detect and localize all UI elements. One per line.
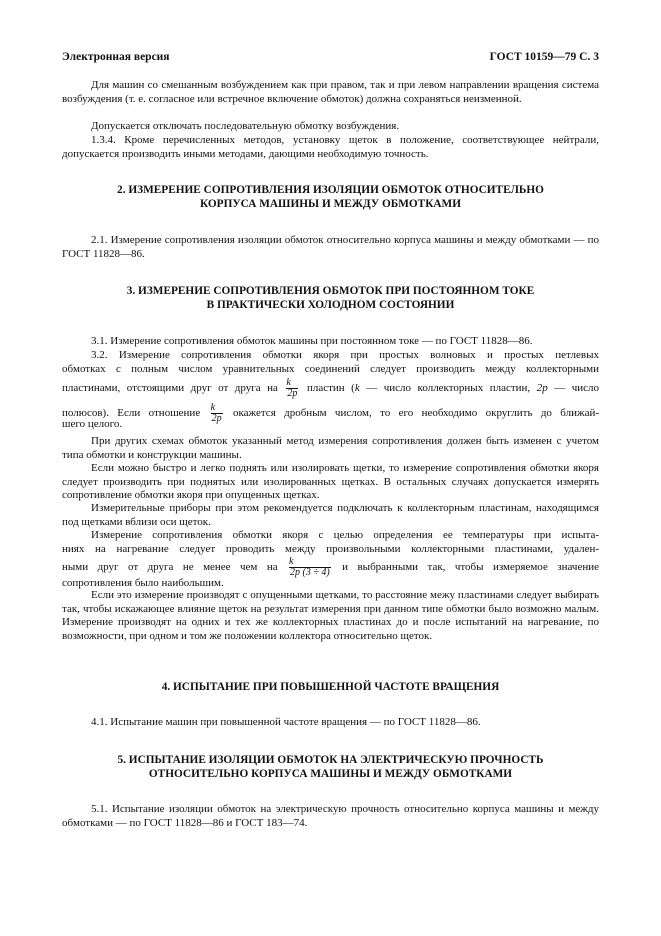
- paragraph-5-1: 5.1. Испытание изоляции обмоток на электрическую прочность относительно корпуса машины и между обмотками — по ГОСТ 11828—86 и ГОСТ 183—74.: [62, 803, 599, 829]
- section-3-heading-line-2: В ПРАКТИЧЕСКИ ХОЛОДНОМ СОСТОЯНИИ: [206, 299, 455, 311]
- paragraph-instruments-connection: Измерительные приборы при этом рекомендуется подключать к коллекторным пластинам, находящимся под щетками вблизи оси щеток.: [62, 502, 599, 528]
- section-5-heading-line-1: 5. ИСПЫТАНИЕ ИЗОЛЯЦИИ ОБМОТОК НА ЭЛЕКТРИЧЕСКУЮ ПРОЧНОСТЬ: [117, 754, 544, 766]
- paragraph-3-2-line-1: 3.2. Измерение сопротивления обмотки якоря при простых волновых и простых петлевых: [91, 349, 599, 361]
- paragraph-temperature-line-4: сопротивления было наибольшим.: [62, 577, 224, 589]
- paragraph-temperature-line-3-start: ными друг от друга не менее чем на: [62, 561, 278, 574]
- paragraph-3-2-line-3-end: — число: [547, 382, 600, 395]
- fraction-numerator: k: [289, 556, 294, 567]
- fraction-k-over-2p: [286, 378, 298, 399]
- paragraph-3-2-line-2: обмотках с полным числом уравнительных соединений следует производить между коллекторными: [62, 363, 599, 375]
- paragraph-other-winding-schemes: При других схемах обмоток указанный метод измерения сопротивления должен быть изменен с учетом типа обмотки и конструкции машины.: [62, 435, 599, 461]
- variable-2p: 2p: [536, 382, 548, 395]
- paragraph-brushes-lifting: Если можно быстро и легко поднять или изолировать щетки, то измерение сопротивления обмотки якоря следует производить при поднятых или изолированных щетках. В остальных случаях допускается измерять сопротивление обмотки якоря при опущенных щетках.: [62, 462, 599, 502]
- section-5-heading-line-2: ОТНОСИТЕЛЬНО КОРПУСА МАШИНЫ И МЕЖДУ ОБМОТКАМИ: [148, 768, 513, 780]
- section-2-heading: [62, 183, 599, 211]
- paragraph-3-2-line-4-start: полюсов). Если отношение: [62, 407, 201, 420]
- intro-paragraph-mixed-excitation: Для машин со смешанным возбуждением как при правом, так и при левом направлении вращения система возбуждения (т. е. согласное или встречное включение обмоток) должна сохраняться неизменной.: [62, 79, 599, 105]
- section-3-heading-line-1: 3. ИЗМЕРЕНИЕ СОПРОТИВЛЕНИЯ ОБМОТОК ПРИ ПОСТОЯННОМ ТОКЕ: [126, 285, 535, 297]
- paragraph-temperature-line-1: Измерение сопротивления обмотки якоря с целью определения ее температуры при испыта-: [91, 529, 599, 541]
- paragraph-3-1: 3.1. Измерение сопротивления обмоток машины при постоянном токе — по ГОСТ 11828—86.: [91, 335, 533, 347]
- fraction-denominator-3-4: 2p (3 ÷ 4): [290, 567, 330, 578]
- paragraph-3-2-line-3: [62, 378, 599, 399]
- paragraph-lowered-brushes: Если это измерение производят с опущенными щетками, то расстояние межу пластинами следует выбирать так, чтобы искажающее влияние щеток на результат измерения при данном типе обмотки было возможно малым. Измерение производят на одних и тех же коллекторных пластинах до и после испытаний на нагревание, по возможности, при одном и том же положении коллектора относительно щеток.: [62, 589, 599, 643]
- paragraph-3-2-line-4-end: окажется дробным числом, то его необходимо округлить до ближай-: [232, 407, 600, 420]
- paragraph-temperature-line-3-end: и выбранными так, чтобы измеряемое значение: [342, 561, 600, 574]
- fraction-k-over-2p-3-4: [289, 557, 331, 578]
- paragraph-3-2-line-3-middle: пластин (: [306, 382, 355, 395]
- paragraph-temperature-line-2: ниях на нагревание следует проводить между произвольными коллекторными пластинами, удален-: [62, 543, 599, 555]
- fraction-denominator: 2p: [211, 413, 222, 424]
- paragraph-4-1: 4.1. Испытание машин при повышенной частоте вращения — по ГОСТ 11828—86.: [91, 716, 481, 728]
- paragraph-1-3-4: 1.3.4. Кроме перечисленных методов, установку щеток в положение, соответствующее нейтрали, допускается производить иными методами, дающими необходимую точность.: [62, 134, 599, 160]
- section-2-heading-line-2: КОРПУСА МАШИНЫ И МЕЖДУ ОБМОТКАМИ: [199, 198, 461, 210]
- paragraph-temperature-line-3: [62, 557, 599, 578]
- section-5-heading: [62, 753, 599, 781]
- paragraph-2-1: 2.1. Измерение сопротивления изоляции обмоток относительно корпуса машины и между обмотками — по ГОСТ 11828—86.: [62, 234, 599, 260]
- paragraph-3-2-line-3-definition: — число коллекторных пластин,: [359, 382, 537, 395]
- header-edition-label: Электронная версия: [62, 51, 170, 63]
- fraction-numerator: k: [210, 402, 216, 413]
- header-standard-page: ГОСТ 10159—79 С. 3: [489, 51, 599, 63]
- fraction-numerator: k: [286, 377, 291, 388]
- section-4-heading-line: 4. ИСПЫТАНИЕ ПРИ ПОВЫШЕННОЙ ЧАСТОТЕ ВРАЩЕНИЯ: [161, 681, 500, 693]
- variable-k: k: [354, 382, 360, 395]
- section-4-heading: [62, 680, 599, 694]
- paragraph-3-2-line-5: шего целого.: [62, 418, 123, 430]
- section-3-heading: [62, 284, 599, 312]
- intro-paragraph-series-winding: Допускается отключать последовательную обмотку возбуждения.: [91, 120, 400, 132]
- fraction-denominator: 2p: [287, 388, 298, 399]
- page-header: [62, 51, 599, 63]
- paragraph-3-2-line-3-start: пластинами, отстоящими друг от друга на: [62, 382, 278, 395]
- section-2-heading-line-1: 2. ИЗМЕРЕНИЕ СОПРОТИВЛЕНИЯ ИЗОЛЯЦИИ ОБМОТОК ОТНОСИТЕЛЬНО: [117, 184, 544, 196]
